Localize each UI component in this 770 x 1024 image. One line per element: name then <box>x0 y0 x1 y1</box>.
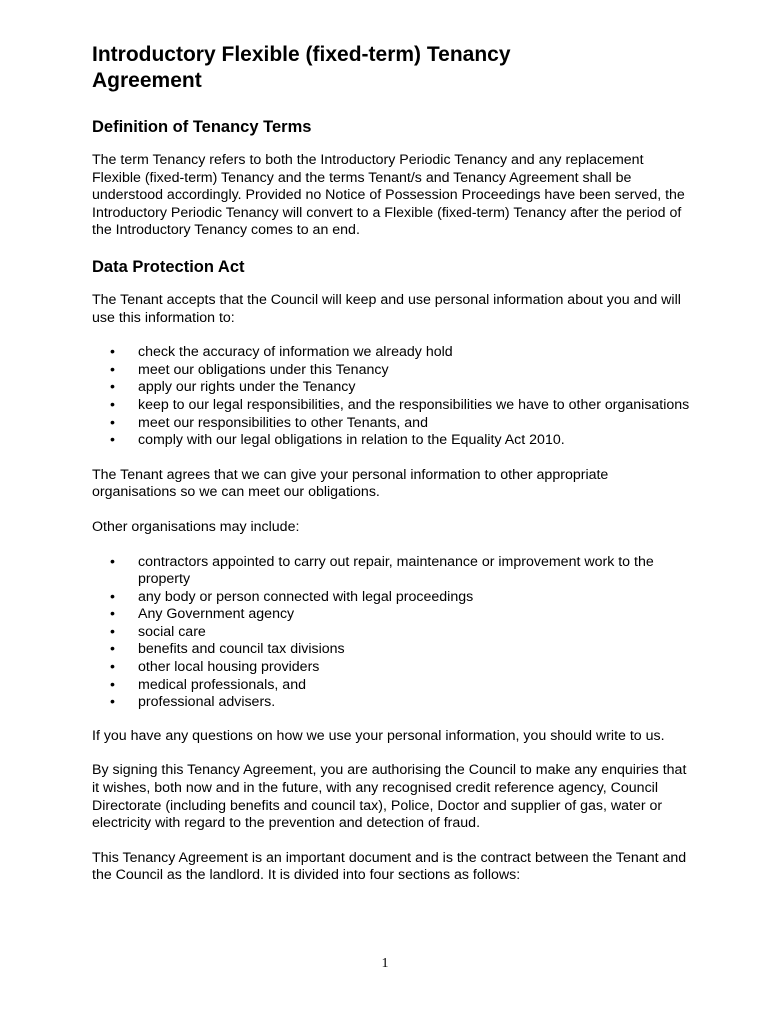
importance-paragraph: This Tenancy Agreement is an important document and is the contract between the Tenant and the Council as the landlord. It is divided into four sections as follows: <box>92 849 687 884</box>
data-protection-heading: Data Protection Act <box>92 257 245 276</box>
document-title: Introductory Flexible (fixed-term) Tenancy Agreement <box>92 43 511 92</box>
organisations-list <box>92 554 692 712</box>
list-item: • social care <box>92 624 692 642</box>
other-organisations-intro: Other organisations may include: <box>92 518 300 535</box>
data-protection-intro: The Tenant accepts that the Council will keep and use personal information about you and will use this information to: <box>92 291 681 326</box>
list-item: • Any Government agency <box>92 606 692 624</box>
signing-paragraph: By signing this Tenancy Agreement, you are authorising the Council to make any enquiries that it wishes, both now and in the future, with any recognised credit reference agency, Council Directorate (including benefits and council tax), Police, Doctor and supplier of gas, water or electricity with regard to the prevention and detection of fraud. <box>92 762 687 832</box>
information-uses-list <box>92 344 692 450</box>
list-item: • benefits and council tax divisions <box>92 641 692 659</box>
list-item: • comply with our legal obligations in relation to the Equality Act 2010. <box>92 432 692 450</box>
list-item: • check the accuracy of information we already hold <box>92 344 692 362</box>
list-item: • any body or person connected with legal proceedings <box>92 589 692 607</box>
definition-heading: Definition of Tenancy Terms <box>92 118 312 136</box>
list-item: • contractors appointed to carry out repair, maintenance or improvement work to the property <box>92 554 692 589</box>
questions-paragraph: If you have any questions on how we use your personal information, you should write to us. <box>92 727 665 744</box>
list-item: • meet our obligations under this Tenancy <box>92 362 692 380</box>
list-item: • other local housing providers <box>92 659 692 677</box>
list-item: • professional advisers. <box>92 694 692 712</box>
definition-paragraph: The term Tenancy refers to both the Introductory Periodic Tenancy and any replacement Flexible (fixed-term) Tenancy and the terms Tenant/s and Tenancy Agreement shall be understood accordingly. Provided no Notice of Possession Proceedings have been served, the Introductory Periodic Tenancy will convert to a Flexible (fixed-term) Tenancy after the period of the Introductory Tenancy comes to an end. <box>92 152 685 239</box>
list-item: • meet our responsibilities to other Tenants, and <box>92 415 692 433</box>
sharing-paragraph: The Tenant agrees that we can give your personal information to other appropriate organisations so we can meet our obligations. <box>92 466 609 501</box>
page-number: 1 <box>381 956 389 971</box>
document-page <box>92 42 692 885</box>
list-item: • apply our rights under the Tenancy <box>92 379 692 397</box>
list-item: • keep to our legal responsibilities, and the responsibilities we have to other organisations <box>92 397 692 415</box>
list-item: • medical professionals, and <box>92 677 692 695</box>
